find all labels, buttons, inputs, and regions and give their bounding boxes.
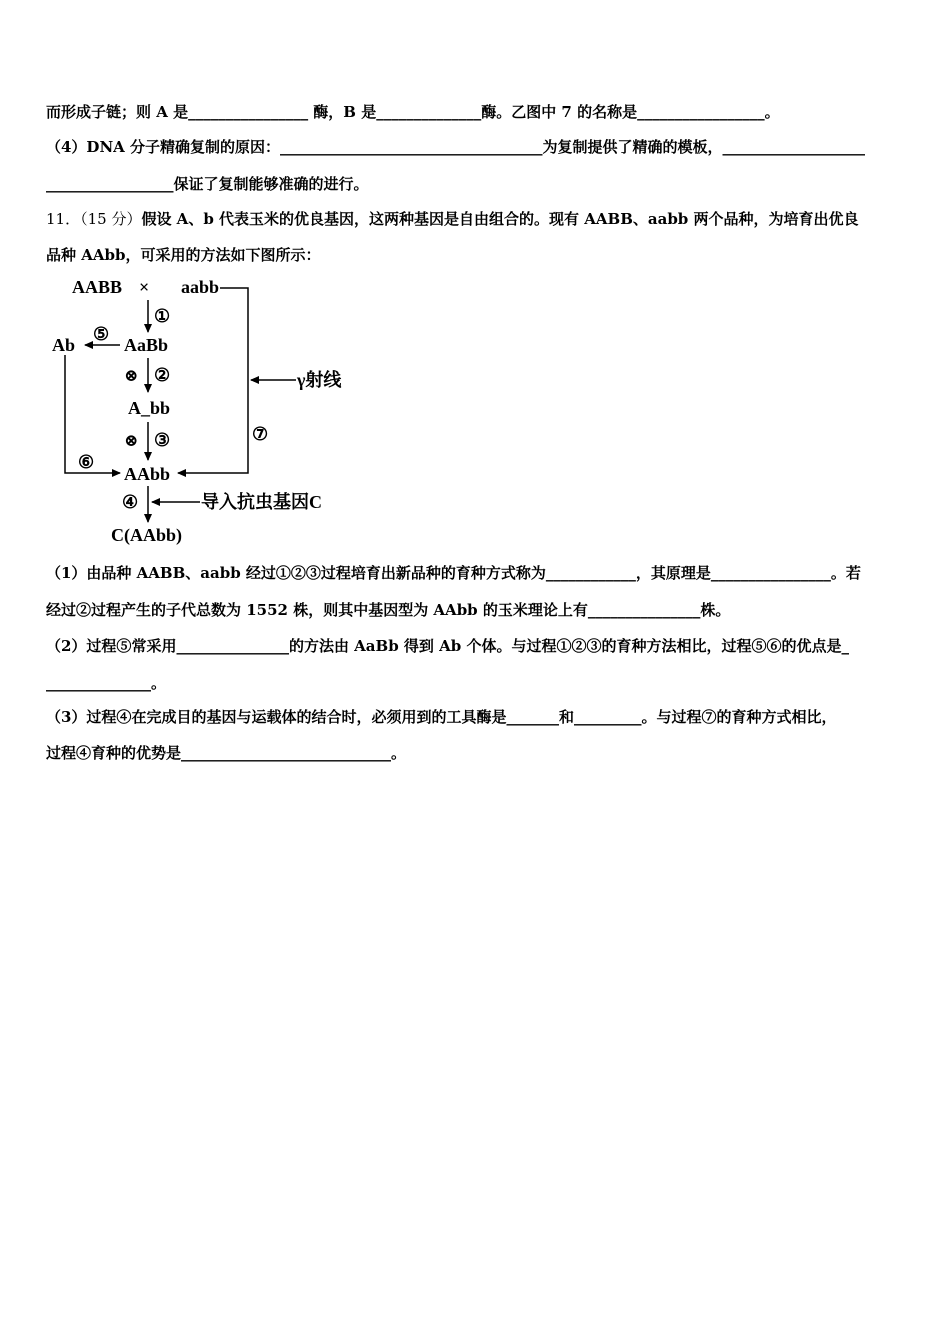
- parent-aabb-dominant: AABB: [72, 277, 123, 297]
- question-number: 11．（15 分）: [46, 210, 142, 228]
- aabb-target-label: AAbb: [124, 464, 171, 484]
- c-aabb-label: C(AAbb): [111, 525, 183, 545]
- step-5-label: ⑤: [93, 324, 110, 344]
- part-3-line-2: 过程④育种的优势是____________________________。: [46, 744, 407, 762]
- selfing-symbol-1: ⊗: [124, 366, 139, 385]
- text-line-3: _________________保证了复制能够准确的进行。: [46, 175, 369, 193]
- insert-gene-label: 导入抗虫基因C: [201, 492, 322, 512]
- part-2-line-1: （2）过程⑤常采用_______________的方法由 AaBb 得到 Ab 个体。与过程①②③的育种方法相比，过程⑤⑥的优点是_: [46, 637, 849, 655]
- part-3-line-1: （3）过程④在完成目的基因与运载体的结合时，必须用到的工具酶是_______和_________。与过程⑦的育种方式相比，: [46, 708, 837, 726]
- step-2-label: ②: [154, 365, 171, 385]
- breeding-diagram: [40, 272, 400, 547]
- cross-symbol: ×: [139, 277, 150, 297]
- part-2-line-2: ______________。: [46, 674, 167, 692]
- gamma-ray-label: γ射线: [297, 370, 342, 390]
- a-bb-label: A_bb: [128, 398, 171, 418]
- step-3-label: ③: [154, 430, 171, 450]
- text-line-1: 而形成子链；则 A 是________________ 酶，B 是______________酶。乙图中 7 的名称是_________________。: [46, 103, 780, 121]
- ab-label: Ab: [52, 335, 76, 355]
- step-7-label: ⑦: [252, 424, 269, 444]
- question-11-line-1: [46, 209, 859, 229]
- question-11-text: 假设 A、b 代表玉米的优良基因，这两种基因是自由组合的。现有 AABB、aabb 两个品种，为培育出优良: [141, 210, 859, 228]
- step-4-label: ④: [122, 492, 139, 512]
- question-11-line-2: 品种 AAbb，可采用的方法如下图所示：: [46, 246, 321, 264]
- text-line-2: （4）DNA 分子精确复制的原因：___________________________________为复制提供了精确的模板，___________________: [46, 138, 866, 156]
- path-step-7: [178, 288, 248, 473]
- step-1-label: ①: [154, 306, 171, 326]
- part-1-line-1: （1）由品种 AABB、aabb 经过①②③过程培育出新品种的育种方式称为____________，其原理是________________。若: [46, 564, 861, 582]
- f1-aabb-label: AaBb: [124, 335, 169, 355]
- part-1-line-2: 经过②过程产生的子代总数为 1552 株，则其中基因型为 AAbb 的玉米理论上有_______________株。: [46, 601, 731, 619]
- selfing-symbol-2: ⊗: [124, 431, 139, 450]
- parent-aabb-recessive: aabb: [181, 277, 220, 297]
- step-6-label: ⑥: [78, 452, 95, 472]
